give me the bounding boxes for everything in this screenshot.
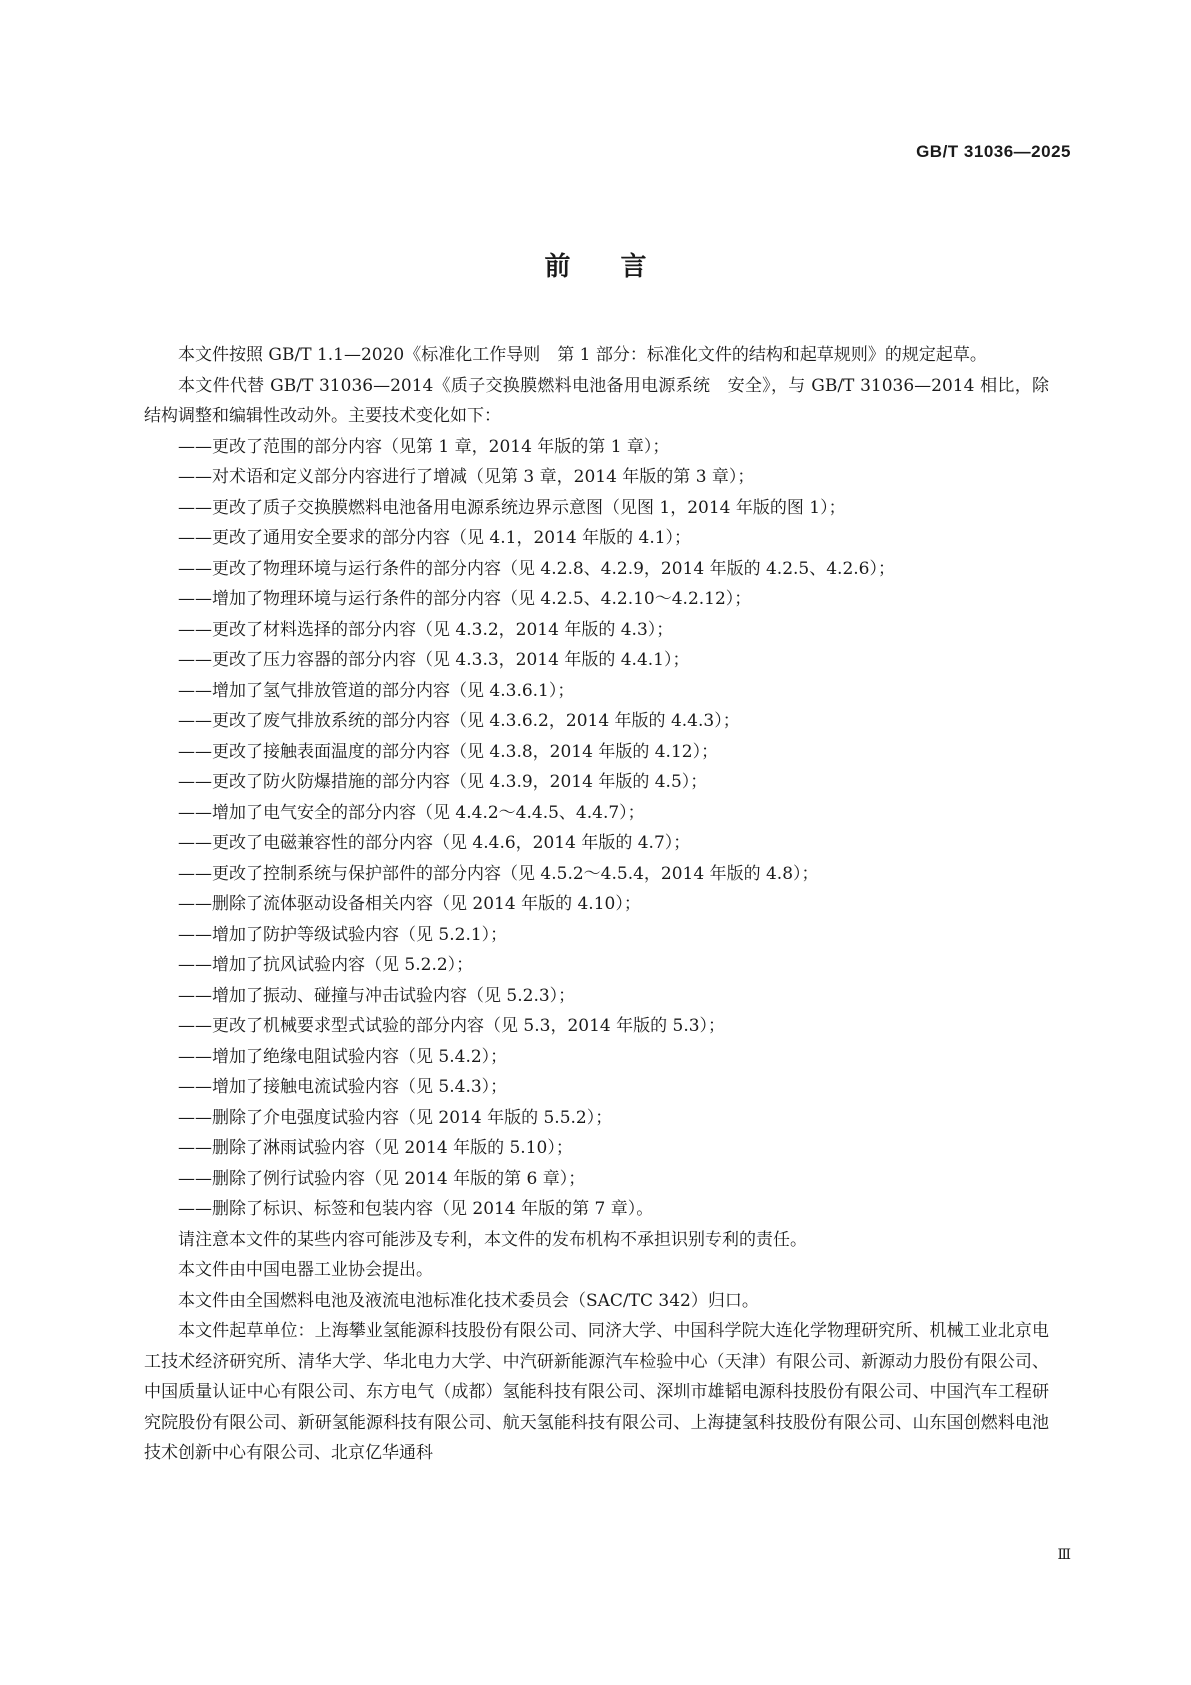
list-item: ——删除了介电强度试验内容（见 2014 年版的 5.5.2）； bbox=[178, 1107, 613, 1128]
list-item: ——删除了例行试验内容（见 2014 年版的第 6 章）； bbox=[178, 1168, 586, 1189]
drafting-units: 本文件起草单位：上海攀业氢能源科技股份有限公司、同济大学、中国科学院大连化学物理研究所、机械工业北京电工技术经济研究所、清华大学、华北电力大学、中汽研新能源汽车检验中心（天津）有限公司、新源动力股份有限公司、中国质量认证中心有限公司、东方电气（成都）氢能科技有限公司、深圳市雄韬电源科技股份有限公司、中国汽车工程研究院股份有限公司、新研氢能源科技有限公司、航天氢能科技有限公司、上海捷氢科技股份有限公司、山东国创燃料电池技术创新中心有限公司、北京亿华通科 bbox=[144, 1321, 1049, 1463]
list-item: ——增加了振动、碰撞与冲击试验内容（见 5.2.3）； bbox=[178, 985, 576, 1006]
list-item: ——更改了防火防爆措施的部分内容（见 4.3.9，2014 年版的 4.5）； bbox=[178, 772, 708, 792]
list-item: ——增加了绝缘电阻试验内容（见 5.4.2）； bbox=[178, 1046, 508, 1067]
standard-number: GB/T 31036—2025 bbox=[916, 142, 1071, 161]
list-item: ——删除了淋雨试验内容（见 2014 年版的 5.10）； bbox=[178, 1138, 573, 1158]
list-item: ——增加了防护等级试验内容（见 5.2.1）； bbox=[178, 924, 508, 945]
document-body bbox=[144, 340, 1049, 1469]
list-item: ——删除了流体驱动设备相关内容（见 2014 年版的 4.10）； bbox=[178, 894, 641, 914]
list-item: ——更改了材料选择的部分内容（见 4.3.2，2014 年版的 4.3）； bbox=[178, 619, 674, 640]
list-item: ——更改了控制系统与保护部件的部分内容（见 4.5.2～4.5.4，2014 年版的 4.8）； bbox=[178, 863, 819, 884]
intro-paragraph-2: 本文件代替 GB/T 31036—2014《质子交换膜燃料电池备用电源系统 安全》，与 GB/T 31036—2014 相比，除结构调整和编辑性改动外。主要技术变化如下： bbox=[144, 375, 1049, 426]
list-item: ——增加了物理环境与运行条件的部分内容（见 4.2.5、4.2.10～4.2.12）； bbox=[178, 589, 752, 609]
managed-by: 本文件由全国燃料电池及液流电池标准化技术委员会（SAC/TC 342）归口。 bbox=[178, 1290, 759, 1311]
list-item: ——增加了抗风试验内容（见 5.2.2）； bbox=[178, 955, 474, 975]
list-item: ——更改了接触表面温度的部分内容（见 4.3.8，2014 年版的 4.12）； bbox=[178, 741, 719, 762]
proposed-by: 本文件由中国电器工业协会提出。 bbox=[178, 1260, 433, 1280]
list-item: ——对术语和定义部分内容进行了增减（见第 3 章，2014 年版的第 3 章）； bbox=[178, 467, 755, 487]
intro-paragraph-1: 本文件按照 GB/T 1.1—2020《标准化工作导则 第 1 部分：标准化文件的结构和起草规则》的规定起草。 bbox=[178, 345, 987, 365]
list-item: ——更改了电磁兼容性的部分内容（见 4.4.6，2014 年版的 4.7）； bbox=[178, 833, 691, 853]
patent-notice: 请注意本文件的某些内容可能涉及专利，本文件的发布机构不承担识别专利的责任。 bbox=[178, 1229, 807, 1250]
list-item: ——更改了机械要求型式试验的部分内容（见 5.3，2014 年版的 5.3）； bbox=[178, 1016, 726, 1036]
list-item: ——增加了氢气排放管道的部分内容（见 4.3.6.1）； bbox=[178, 680, 575, 701]
list-item: ——更改了通用安全要求的部分内容（见 4.1，2014 年版的 4.1）； bbox=[178, 528, 692, 548]
list-item: ——增加了接触电流试验内容（见 5.4.3）； bbox=[178, 1077, 508, 1097]
list-item: ——增加了电气安全的部分内容（见 4.4.2～4.4.5、4.4.7）； bbox=[178, 802, 645, 823]
list-item: ——更改了压力容器的部分内容（见 4.3.3，2014 年版的 4.4.1）； bbox=[178, 650, 690, 670]
page-title: 前言 bbox=[544, 252, 697, 282]
list-item: ——更改了废气排放系统的部分内容（见 4.3.6.2，2014 年版的 4.4.3）； bbox=[178, 711, 740, 731]
list-item: ——删除了标识、标签和包装内容（见 2014 年版的第 7 章）。 bbox=[178, 1199, 654, 1219]
technical-changes-list bbox=[144, 432, 1049, 1225]
list-item: ——更改了物理环境与运行条件的部分内容（见 4.2.8、4.2.9，2014 年版的 4.2.5、4.2.6）； bbox=[178, 558, 895, 579]
list-item: ——更改了质子交换膜燃料电池备用电源系统边界示意图（见图 1，2014 年版的图 1）； bbox=[178, 497, 846, 518]
page-number: Ⅲ bbox=[1057, 1547, 1071, 1563]
list-item: ——更改了范围的部分内容（见第 1 章，2014 年版的第 1 章）； bbox=[178, 436, 670, 457]
